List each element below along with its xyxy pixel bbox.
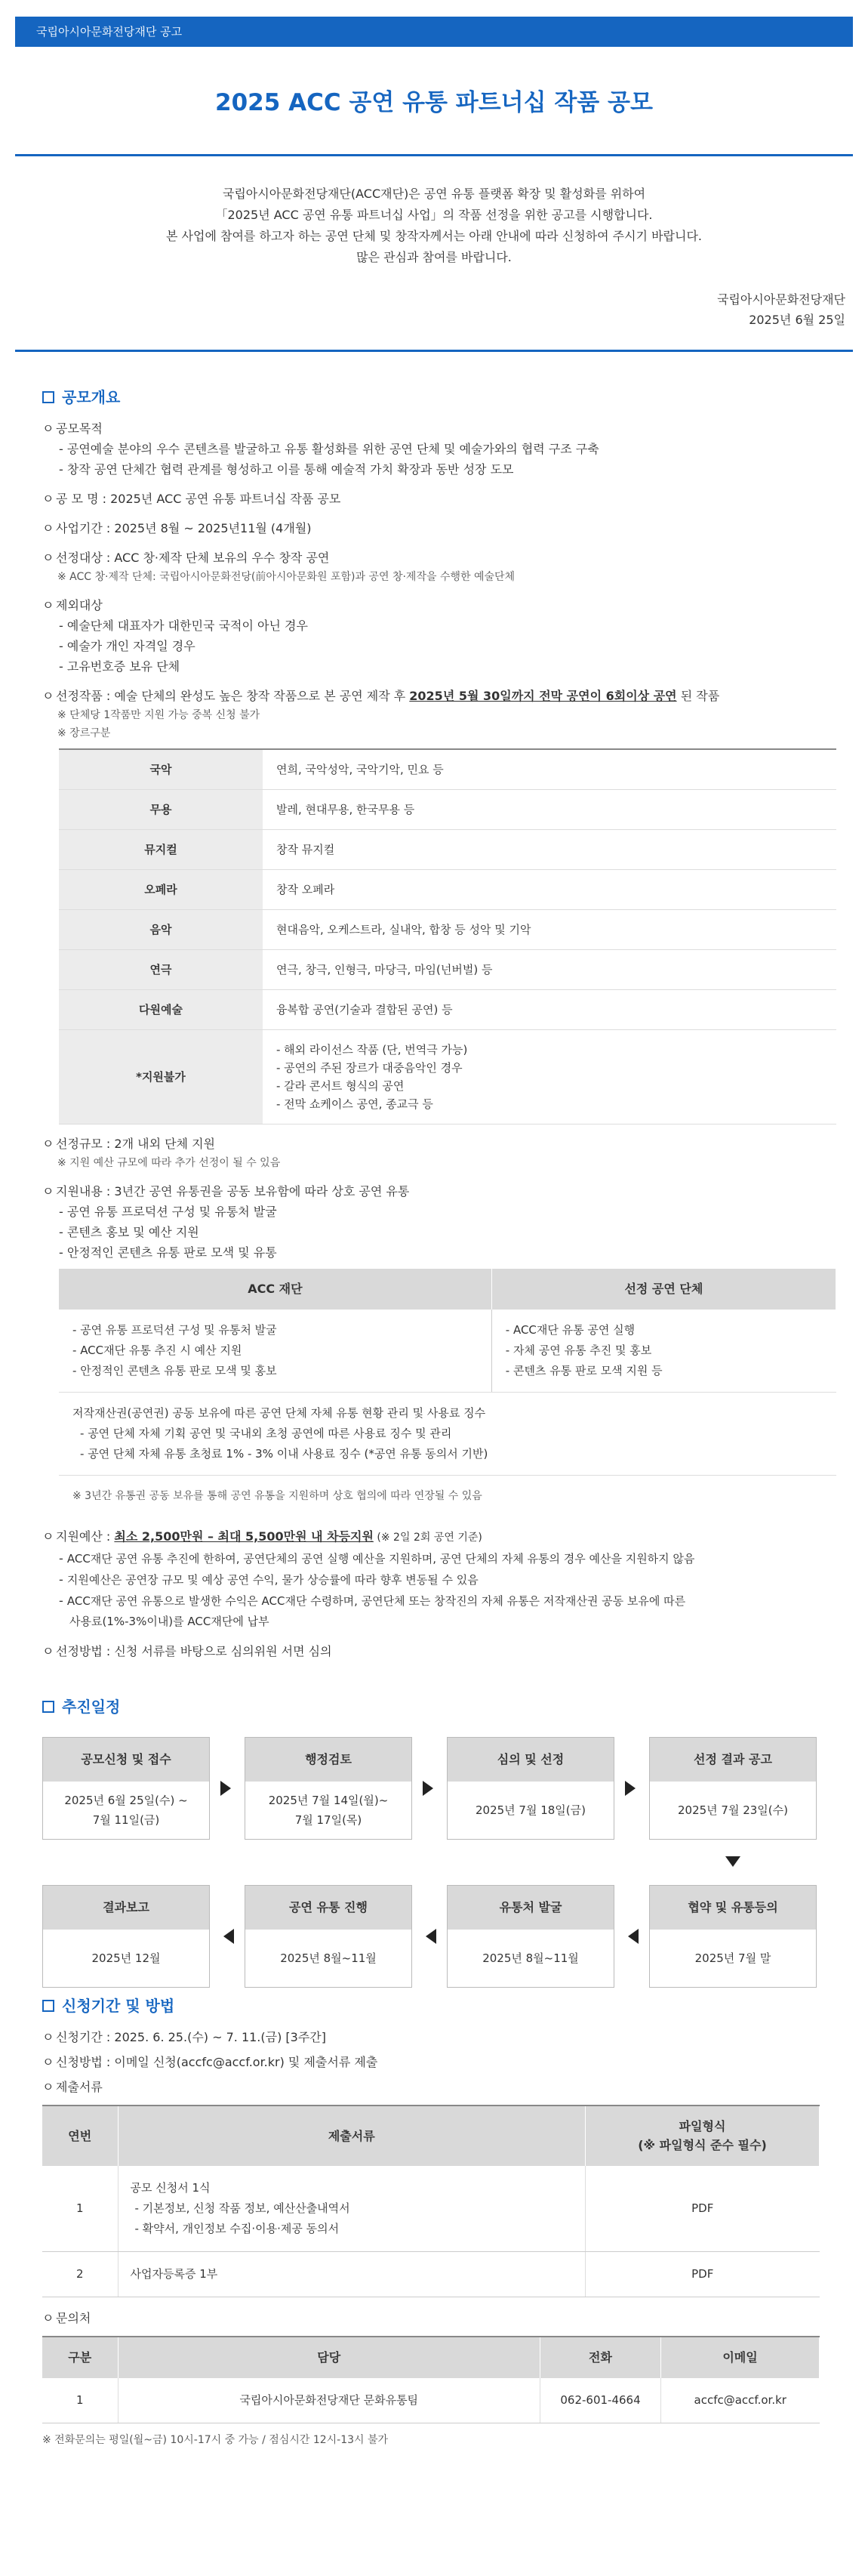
step-agreement: 협약 및 유통등의 2025년 7월 말 bbox=[649, 1885, 817, 1988]
divider bbox=[15, 154, 853, 156]
contact-hours-note: ※ 전화문의는 평일(월~금) 10시-17시 중 가능 / 점심시간 12시-13시 불가 bbox=[42, 2433, 389, 2446]
section-heading-overview: 공모개요 bbox=[42, 385, 838, 409]
name-item: ㅇ 공 모 명 : 2025년 ACC 공연 유통 파트너십 작품 공모 bbox=[42, 492, 341, 507]
section-heading-apply: 신청기간 및 방법 bbox=[42, 1994, 838, 2018]
step-apply: 공모신청 및 접수 2025년 6월 25일(수) ~ 7월 11일(금) bbox=[42, 1737, 210, 1840]
checkbox-icon bbox=[42, 391, 54, 403]
step-report: 결과보고 2025년 12월 bbox=[42, 1885, 210, 1988]
table-row: 오페라 창작 오페라 bbox=[59, 870, 836, 910]
table-row: 국악 연희, 국악성악, 국악기악, 민요 등 bbox=[59, 749, 836, 790]
step-announce: 선정 결과 공고 2025년 7월 23일(수) bbox=[649, 1737, 817, 1840]
notice-badge: 국립아시아문화전당재단 공고 bbox=[15, 17, 853, 47]
scale-item: ㅇ 선정규모 : 2개 내외 단체 지원 ※ 지원 예산 규모에 따라 추가 선정이 될 수 있음 bbox=[42, 1137, 281, 1170]
table-row: 1 공모 신청서 1식 - 기본정보, 신청 작품 정보, 예산산출내역서 - 확약서, 개인정보 수집·이용·제공 동의서 PDF bbox=[42, 2166, 820, 2252]
table-row: 뮤지컬 창작 뮤지컬 bbox=[59, 830, 836, 870]
contact-table: 구분 담당 전화 이메일 1 국립아시아문화전당재단 문화유통팀 062-601-4664 accfc@accf.or.kr bbox=[42, 2336, 820, 2423]
intro-text: 국립아시아문화전당재단(ACC재단)은 공연 유통 플랫폼 확장 및 활성화를 위하여 「2025년 ACC 공연 유통 파트너십 사업」의 작품 선정을 위한 공고를 시행합니다. 본 사업에 참여를 하고자 하는 공연 단체 및 창작자께서는 아래 안내에 따라 신청하여 주시기 바랍니다. 많은 관심과 참여를 바랍니다. bbox=[166, 187, 702, 265]
section-heading-schedule: 추진일정 bbox=[42, 1695, 838, 1719]
contact-label: ㅇ 문의처 bbox=[42, 2311, 91, 2326]
period-item: ㅇ 사업기간 : 2025년 8월 ~ 2025년11월 (4개월) bbox=[42, 521, 312, 536]
target-item: ㅇ 선정대상 : ACC 창·제작 단체 보유의 우수 창작 공연 ※ ACC 창·제작 단체: 국립아시아문화전당(前아시아문화원 포함)과 공연 창·제작을 수행한 예술단체 bbox=[42, 551, 516, 584]
step-run: 공연 유통 진행 2025년 8월~11월 bbox=[245, 1885, 412, 1988]
schedule-flow bbox=[42, 1737, 838, 2092]
support-item: ㅇ 지원내용 : 3년간 공연 유통권을 공동 보유함에 따라 상호 공연 유통 - 공연 유통 프로덕션 구성 및 유통처 발굴 - 콘텐츠 홍보 및 예산 지원 - 안정적인 콘텐츠 유통 판로 모색 및 유통 bbox=[42, 1184, 410, 1260]
content bbox=[0, 385, 868, 2448]
step-select: 심의 및 선정 2025년 7월 18일(금) bbox=[447, 1737, 614, 1840]
arrow-right-icon bbox=[625, 1781, 636, 1796]
step-review: 행정검토 2025년 7월 14일(월)~ 7월 17일(목) bbox=[245, 1737, 412, 1840]
page-title: 2025 ACC 공연 유통 파트너십 작품 공모 bbox=[215, 89, 653, 116]
purpose-item: ㅇ 공모목적 - 공연예술 분야의 우수 콘텐츠를 발굴하고 유통 활성화를 위한 공연 단체 및 예술가와의 협력 구조 구축 - 창작 공연 단체간 협력 관계를 형성하고 이를 통해 예술적 가치 확장과 동반 성장 도모 bbox=[42, 421, 599, 477]
works-item: ㅇ 선정작품 : 예술 단체의 완성도 높은 창작 작품으로 본 공연 제작 후 2025년 5월 30일까지 전막 공연이 6회이상 공연 된 작품 ※ 단체당 1작품만 지원 가능 중복 신청 불가 ※ 장르구분 bbox=[42, 689, 720, 740]
contact-email-link[interactable]: accfc@accf.or.kr bbox=[661, 2378, 820, 2423]
apply-period: ㅇ 신청기간 : 2025. 6. 25.(수) ~ 7. 11.(금) [3주간] bbox=[42, 2029, 326, 2044]
arrow-right-icon bbox=[220, 1781, 231, 1796]
exclude-item: ㅇ 제외대상 - 예술단체 대표자가 대한민국 국적이 아닌 경우 - 예술가 개인 자격일 경우 - 고유번호증 보유 단체 bbox=[42, 598, 308, 674]
arrow-down-icon bbox=[725, 1856, 740, 1867]
budget-item: ㅇ 지원예산 : 최소 2,500만원 – 최대 5,500만원 내 차등지원 (※ 2일 2회 공연 기준) - ACC재단 공연 유통 추진에 한하여, 공연단체의 공연 실행 예산을 지원하며, 공연 단체의 자체 유통의 경우 예산을 지원하지 않음 - 지원예산은 공연장 규모 및 예상 공연 수익, 물가 상승률에 따라 향후 변동될 수 있음 - ACC재단 공연 유통으로 발생한 수익은 ACC재단 수령하며, 공연단체 또는 창작진의 자체 유통은 저작재산권 공동 보유에 따른 사용료(1%-3%이내)를 ACC재단에 납부 bbox=[42, 1529, 695, 1628]
table-row: 연극 연극, 창극, 인형극, 마당극, 마임(넌버벌) 등 bbox=[59, 950, 836, 990]
genre-table bbox=[59, 748, 836, 1124]
arrow-left-icon bbox=[628, 1929, 639, 1944]
signature-block: 국립아시아문화전당재단 2025년 6월 25일 bbox=[716, 292, 845, 328]
divider bbox=[15, 350, 853, 352]
arrow-left-icon bbox=[426, 1929, 436, 1944]
step-venue: 유통처 발굴 2025년 8월~11월 bbox=[447, 1885, 614, 1988]
arrow-right-icon bbox=[423, 1781, 433, 1796]
method-item: ㅇ 선정방법 : 신청 서류를 바탕으로 심의위원 서면 심의 bbox=[42, 1643, 332, 1658]
partner-table: ACC 재단 선정 공연 단체 - 공연 유통 프로덕션 구성 및 유통처 발굴 - ACC재단 유통 추진 시 예산 지원 - 안정적인 콘텐츠 유통 판로 모색 및 홍보 - ACC재단 유통 공연 실행 - 자체 공연 유통 추진 및 홍보 - 콘텐츠 유통 판로 모색 지원 등 저작재산권(공연권) 공동 보유에 따른 공연 단체 자체 유통 현황 관리 및 사용료 징수 - 공연 단체 자체 기획 공연 및 국내외 초청 공연에 따른 사용료 징수 및 관리 - 공연 단체 자체 유통 초청료 1% - 3% 이내 사용료 징수 (*공연 유통 동의서 기반) ※ 3년간 유통권 공동 보유를 통해 공연 유통을 지원하며 상호 협의에 따라 연장될 수 있음 bbox=[59, 1269, 836, 1517]
apply-method: ㅇ 신청방법 : 이메일 신청(accfc@accf.or.kr) 및 제출서류 제출 bbox=[42, 2054, 378, 2069]
table-row: 1 국립아시아문화전당재단 문화유통팀 062-601-4664 accfc@accf.or.kr bbox=[42, 2378, 820, 2423]
arrow-left-icon bbox=[223, 1929, 234, 1944]
documents-table: 연번 제출서류 파일형식 (※ 파일형식 준수 필수) 1 공모 신청서 1식 - 기본정보, 신청 작품 정보, 예산산출내역서 - 확약서, 개인정보 수집·이용·제공 동의서 PDF 2 사업자등록증 1부 PDF bbox=[42, 2105, 820, 2297]
table-row: 2 사업자등록증 1부 PDF bbox=[42, 2252, 820, 2297]
table-row: 음악 현대음악, 오케스트라, 실내악, 합창 등 성악 및 기악 bbox=[59, 910, 836, 950]
checkbox-icon bbox=[42, 1701, 54, 1713]
docs-label: ㅇ 제출서류 bbox=[42, 2079, 103, 2094]
table-row: *지원불가 - 해외 라이선스 작품 (단, 번역극 가능) - 공연의 주된 장르가 대중음악인 경우 - 갈라 콘서트 형식의 공연 - 전막 쇼케이스 공연, 종교극 등 bbox=[59, 1030, 836, 1124]
table-row: 다원예술 융복합 공연(기술과 결합된 공연) 등 bbox=[59, 990, 836, 1030]
table-row: 무용 발레, 현대무용, 한국무용 등 bbox=[59, 790, 836, 830]
